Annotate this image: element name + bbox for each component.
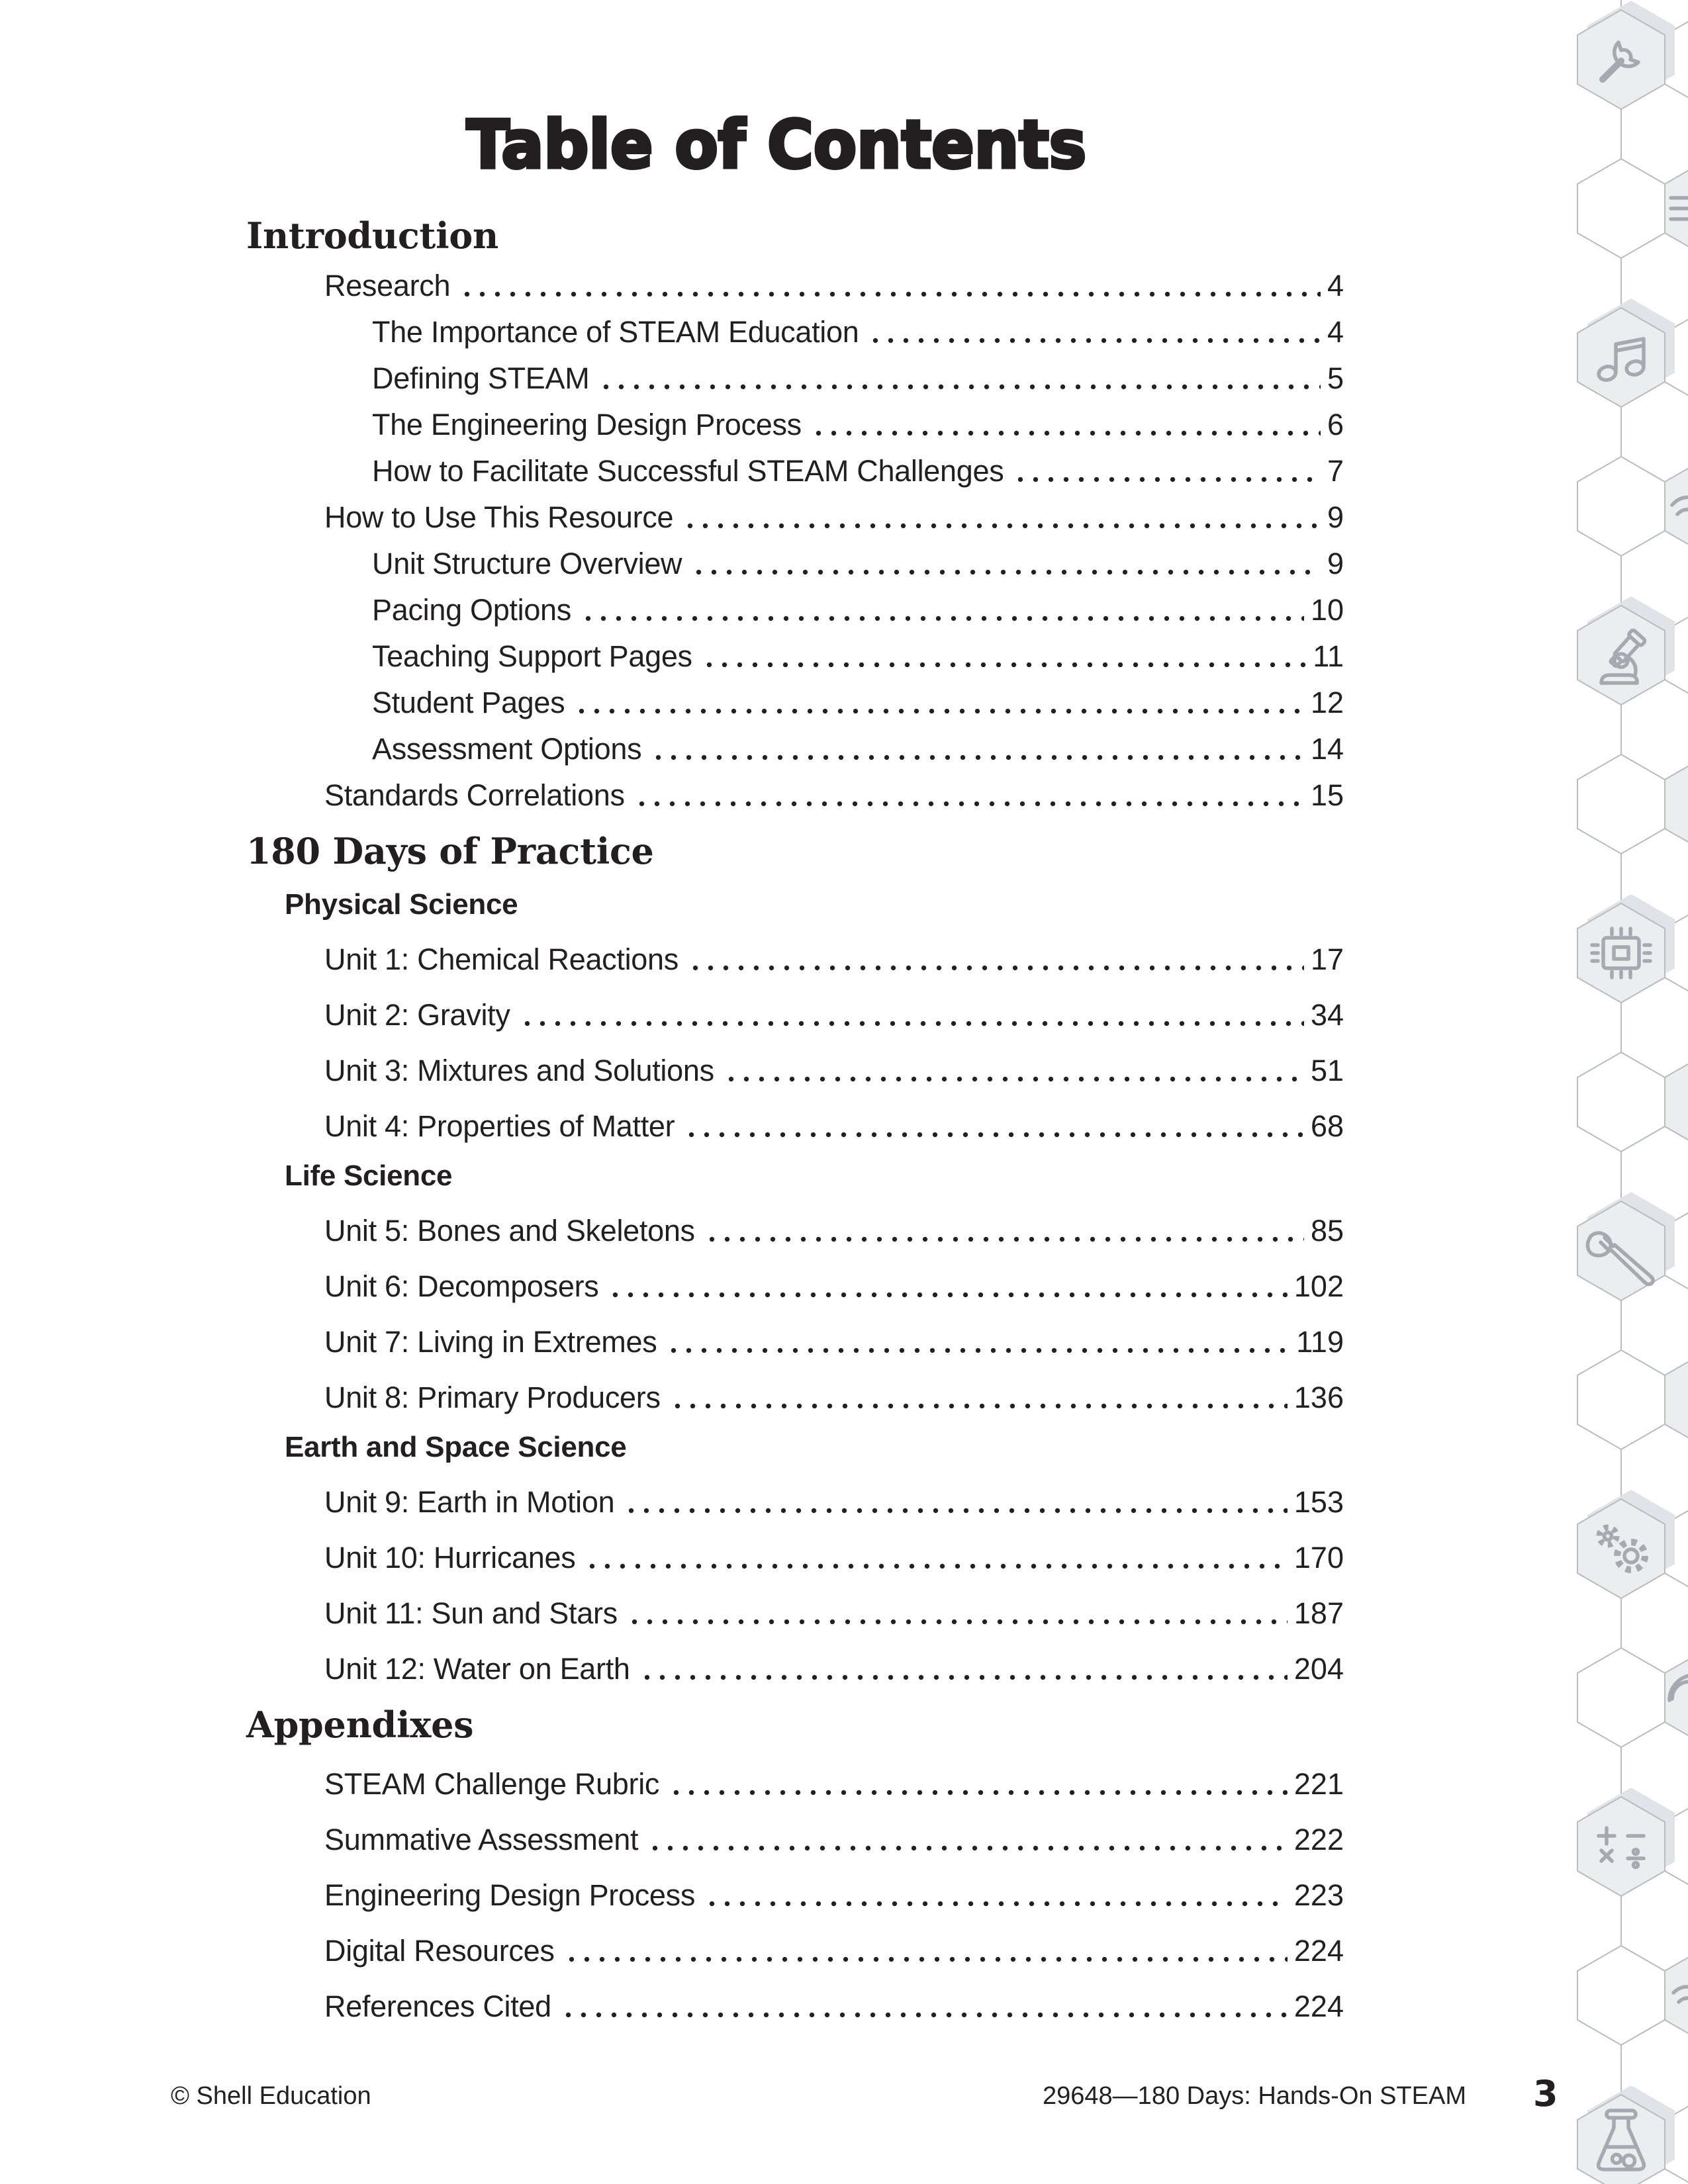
toc-row (246, 872, 1344, 921)
toc-row (246, 1248, 1344, 1304)
toc-entry-label: Unit 2: Gravity (324, 998, 510, 1032)
toc-entry-page-number: 68 (1310, 1109, 1344, 1143)
toc-row (246, 257, 1344, 303)
toc-entry-page-number: 221 (1293, 1767, 1344, 1801)
toc-row (246, 813, 1344, 872)
toc-entry-label: Life Science (285, 1160, 453, 1192)
toc-row (246, 1631, 1344, 1686)
toc-entry-page-number: 4 (1327, 315, 1344, 349)
main-hexagon-column (1577, 10, 1665, 2184)
leader-dots (684, 1132, 1304, 1138)
leader-dots (647, 1845, 1288, 1851)
toc-row (246, 1193, 1344, 1248)
toc-row (246, 1968, 1344, 2024)
leader-dots (702, 662, 1307, 668)
toc-row (246, 627, 1344, 674)
toc-entry-page-number: 9 (1327, 500, 1344, 534)
toc-row (246, 977, 1344, 1032)
toc-entry-label: Introduction (246, 214, 498, 257)
toc-entry-page-number: 17 (1310, 942, 1344, 976)
toc-row (246, 1520, 1344, 1575)
toc-entry-label: How to Use This Resource (324, 500, 674, 534)
toc-entry-page-number: 223 (1293, 1878, 1344, 1912)
leader-dots (639, 1674, 1288, 1680)
toc-entry-page-number: 222 (1293, 1823, 1344, 1856)
toc-entry-label: Unit 7: Living in Extremes (324, 1325, 657, 1359)
toc-row (246, 442, 1344, 488)
toc-row (246, 1913, 1344, 1968)
toc-row (246, 349, 1344, 396)
leader-dots (585, 1563, 1287, 1569)
toc-row (246, 1746, 1344, 1801)
toc-entry-page-number: 34 (1310, 998, 1344, 1032)
toc-entry-label: 180 Days of Practice (246, 830, 654, 872)
toc-entry-page-number: 153 (1293, 1485, 1344, 1519)
toc-entry-label: Defining STEAM (372, 361, 590, 395)
toc-entry-label: Student Pages (372, 686, 565, 719)
footer-book-id: 29648—180 Days: Hands-On STEAM (1043, 2082, 1466, 2110)
leader-dots (564, 1956, 1288, 1962)
leader-dots (561, 2012, 1288, 2018)
toc-row (246, 1415, 1344, 1464)
toc-entry-page-number: 9 (1327, 547, 1344, 580)
toc-list (246, 197, 1344, 2024)
toc-entry-label: Unit 1: Chemical Reactions (324, 942, 679, 976)
toc-entry-label: STEAM Challenge Rubric (324, 1767, 660, 1801)
toc-row (246, 1686, 1344, 1746)
leader-dots (574, 708, 1304, 714)
toc-entry-label: Unit 5: Bones and Skeletons (324, 1214, 695, 1248)
toc-entry-label: Teaching Support Pages (372, 639, 692, 673)
toc-row (246, 1032, 1344, 1088)
toc-entry-page-number: 136 (1293, 1381, 1344, 1414)
leader-dots (724, 1076, 1304, 1082)
toc-entry-label: Unit 10: Hurricanes (324, 1541, 576, 1574)
toc-entry-page-number: 204 (1293, 1652, 1344, 1686)
leader-dots (669, 1790, 1288, 1796)
toc-entry-page-number: 85 (1310, 1214, 1344, 1248)
leader-dots (682, 523, 1321, 529)
toc-row (246, 674, 1344, 720)
leader-dots (811, 430, 1321, 436)
toc-entry-label: Unit 6: Decomposers (324, 1269, 599, 1303)
toc-entry-label: How to Facilitate Successful STEAM Challenges (372, 454, 1004, 488)
toc-row (246, 766, 1344, 813)
toc-entry-label: Research (324, 269, 451, 302)
toc-entry-page-number: 10 (1310, 593, 1344, 627)
toc-entry-page-number: 102 (1293, 1269, 1344, 1303)
toc-entry-label: Unit 9: Earth in Motion (324, 1485, 615, 1519)
toc-entry-label: Unit 12: Water on Earth (324, 1652, 630, 1686)
toc-entry-page-number: 14 (1310, 732, 1344, 766)
toc-row (246, 1575, 1344, 1631)
toc-entry-label: Unit 3: Mixtures and Solutions (324, 1054, 714, 1087)
toc-row (246, 303, 1344, 349)
toc-entry-label: Unit 8: Primary Producers (324, 1381, 661, 1414)
footer-copyright: © Shell Education (171, 2082, 371, 2110)
page-number-folio: 3 (1533, 2073, 1558, 2115)
toc-row (246, 921, 1344, 977)
toc-entry-page-number: 12 (1310, 686, 1344, 719)
page-title: Table of Contents (466, 106, 1087, 183)
toc-row (246, 1464, 1344, 1520)
toc-row (246, 1857, 1344, 1913)
toc-entry-label: Pacing Options (372, 593, 571, 627)
leader-dots (704, 1901, 1288, 1907)
leader-dots (581, 615, 1304, 621)
toc-entry-page-number: 51 (1310, 1054, 1344, 1087)
toc-row (246, 396, 1344, 442)
leader-dots (520, 1021, 1304, 1026)
toc-entry-page-number: 119 (1296, 1325, 1344, 1359)
toc-entry-label: The Importance of STEAM Education (372, 315, 859, 349)
leader-dots (459, 291, 1321, 297)
toc-entry-label: Appendixes (246, 1704, 474, 1746)
toc-entry-page-number: 224 (1293, 1989, 1344, 2023)
leader-dots (627, 1619, 1288, 1625)
toc-entry-label: Standards Correlations (324, 778, 625, 812)
toc-entry-page-number: 5 (1327, 361, 1344, 395)
toc-entry-page-number: 7 (1327, 454, 1344, 488)
toc-entry-page-number: 4 (1327, 269, 1344, 302)
toc-entry-label: Assessment Options (372, 732, 642, 766)
toc-entry-label: Summative Assessment (324, 1823, 639, 1856)
toc-entry-label: Engineering Design Process (324, 1878, 696, 1912)
toc-row (246, 1144, 1344, 1193)
leader-dots (624, 1508, 1288, 1514)
toc-row (246, 1359, 1344, 1415)
leader-dots (634, 801, 1304, 807)
toc-entry-label: Digital Resources (324, 1934, 555, 1968)
leader-dots (868, 338, 1321, 343)
toc-entry-page-number: 187 (1293, 1596, 1344, 1630)
toc-entry-page-number: 170 (1293, 1541, 1344, 1574)
toc-entry-label: Physical Science (285, 888, 518, 921)
toc-entry-label: References Cited (324, 1989, 551, 2023)
leader-dots (691, 569, 1321, 575)
toc-row (246, 488, 1344, 535)
leader-dots (666, 1347, 1289, 1353)
toc-entry-page-number: 6 (1327, 408, 1344, 441)
leader-dots (688, 965, 1304, 971)
toc-row (246, 197, 1344, 257)
toc-entry-label: Earth and Space Science (285, 1431, 627, 1463)
toc-row (246, 535, 1344, 581)
toc-row (246, 1801, 1344, 1857)
leader-dots (704, 1236, 1304, 1242)
toc-row (246, 581, 1344, 627)
leader-dots (1013, 477, 1321, 482)
leader-dots (670, 1403, 1288, 1409)
toc-row (246, 1088, 1344, 1144)
toc-entry-page-number: 224 (1293, 1934, 1344, 1968)
toc-entry-label: Unit 4: Properties of Matter (324, 1109, 675, 1143)
toc-entry-label: The Engineering Design Process (372, 408, 802, 441)
leader-dots (608, 1292, 1287, 1298)
toc-entry-page-number: 11 (1313, 639, 1344, 673)
toc-entry-label: Unit 11: Sun and Stars (324, 1596, 618, 1630)
toc-row (246, 1304, 1344, 1359)
toc-entry-label: Unit Structure Overview (372, 547, 682, 580)
toc-entry-page-number: 15 (1310, 778, 1344, 812)
leader-dots (598, 384, 1321, 390)
toc-row (246, 720, 1344, 766)
leader-dots (651, 754, 1304, 760)
honeycomb-sidebar (1562, 0, 1688, 2184)
